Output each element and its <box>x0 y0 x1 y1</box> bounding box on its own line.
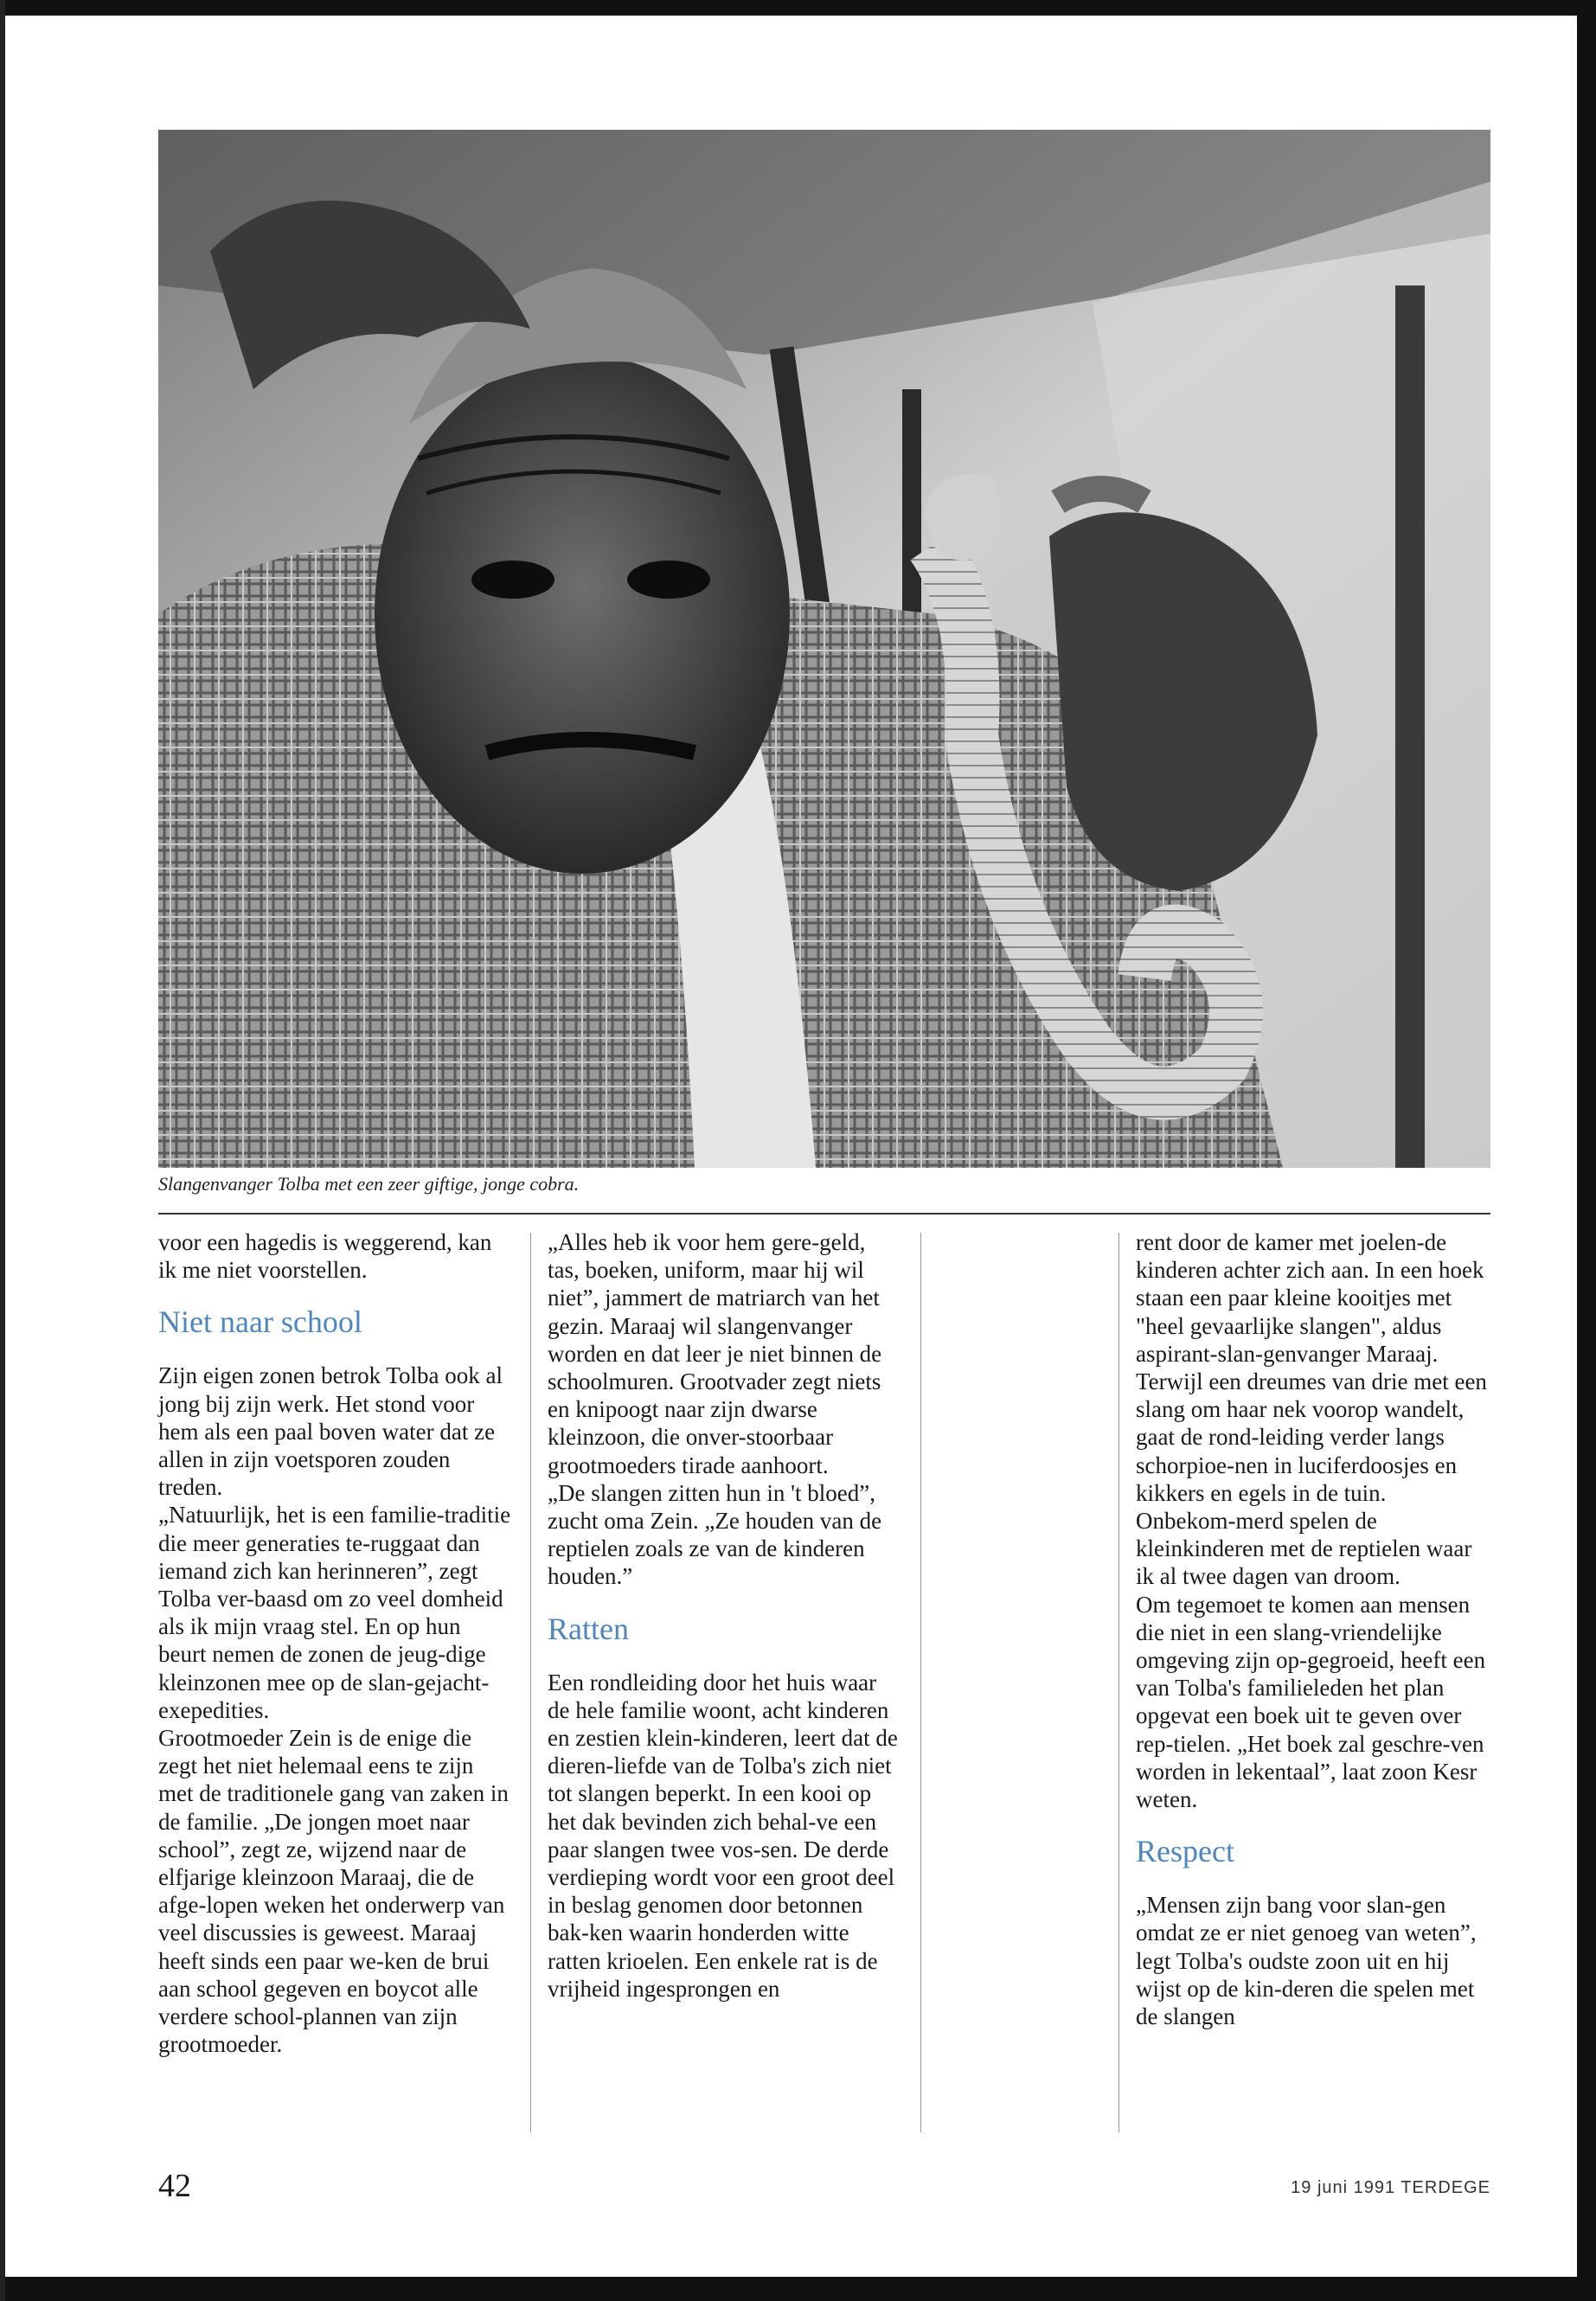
column-divider <box>530 1233 531 2132</box>
paragraph: Zijn eigen zonen betrok Tolba ook al jong bij zijn werk. Het stond voor hem als een paal boven water dat ze allen in zijn voetsporen zouden treden. <box>158 1362 503 1501</box>
page-frame-left <box>0 0 5 2301</box>
section-heading: Respect <box>1136 1834 1234 1869</box>
paragraph: „Natuurlijk, het is een familie-traditie die meer generaties te-ruggaat dan iemand zich kan herinneren”, zegt Tolba ver-baasd om zo veel domheid als ik mijn vraag stel. En op hun beurt nemen de zonen de jeug-dige kleinzonen mee op de slan-gejacht-exepedities. <box>158 1502 511 1723</box>
column-divider <box>920 1233 921 2132</box>
page-frame-right <box>1577 0 1596 2301</box>
photo-caption: Slangenvanger Tolba met een zeer giftige, jonge cobra. <box>158 1173 580 1195</box>
paragraph: „Mensen zijn bang voor slan-gen omdat ze er niet genoeg van weten”, legt Tolba's oudste zoon uit en hij wijst op de kin-deren die spelen met de slangen <box>1136 1892 1477 2030</box>
section-heading: Niet naar school <box>158 1304 362 1340</box>
column-divider <box>1118 1233 1119 2132</box>
article-photo <box>158 130 1490 1168</box>
paragraph: Terwijl een dreumes van drie met een slang om haar nek voorop wandelt, gaat de rond-leiding verder langs schorpioe-nen in luciferdoosjes en kikkers en egels in de tuin. Onbekom-merd spelen de kleinkinderen met de reptielen waar ik al twee dagen van droom. <box>1136 1368 1487 1590</box>
section-heading: Ratten <box>548 1611 629 1646</box>
article-column-3 <box>1136 1228 1490 2030</box>
paragraph: voor een hagedis is weggerend, kan ik me niet voorstellen. <box>158 1229 492 1284</box>
publication-footer: 19 juni 1991 TERDEGE <box>1291 2178 1490 2197</box>
paragraph: „De slangen zitten hun in 't bloed”, zucht oma Zein. „Ze houden van de reptielen zoals ze van de kinderen houden.” <box>548 1479 882 1590</box>
page-number: 42 <box>158 2168 191 2204</box>
page-frame-top <box>0 0 1596 16</box>
paragraph: Om tegemoet te komen aan mensen die niet in een slang-vriendelijke omgeving zijn op-gegroeid, heeft een van Tolba's familieleden het plan opgevat een boek uit te geven over rep-tielen. „Het boek zal geschre-ven worden in lekentaal”, laat zoon Kesr weten. <box>1136 1591 1486 1813</box>
article-column-1 <box>158 1228 513 2058</box>
paragraph: Een rondleiding door het huis waar de hele familie woont, acht kinderen en zestien klein-kinderen, leert dat de dieren-liefde van de Tolba's zich niet tot slangen beperkt. In een kooi op het dak bevinden zich behal-ve een paar slangen twee vos-sen. De derde verdieping wordt voor een groot deel in beslag genomen door betonnen bak-ken waarin honderden witte ratten krioelen. Een enkele rat is de vrijheid ingesprongen en <box>548 1669 898 2002</box>
paragraph: rent door de kamer met joelen-de kinderen achter zich aan. In een hoek staan een paar kleine kooitjes met "heel gevaarlijke slangen", aldus aspirant-slan-genvanger Maraaj. <box>1136 1229 1484 1367</box>
article-column-2 <box>548 1228 902 2003</box>
page-frame-bottom <box>0 2277 1596 2301</box>
caption-rule <box>158 1213 1490 1215</box>
paragraph: Grootmoeder Zein is de enige die zegt het niet helemaal eens te zijn met de traditionele gang van zaken in de familie. „De jongen moet naar school”, zegt ze, wijzend naar de elfjarige kleinzoon Maraaj, die de afge-lopen weken het onderwerp van veel discussies is geweest. Maraaj heeft sinds een paar we-ken de brui aan school gegeven en boycot alle verdere school-plannen van zijn grootmoeder. <box>158 1725 509 2058</box>
paragraph: „Alles heb ik voor hem gere-geld, tas, boeken, uniform, maar hij wil niet”, jammert de matriarch van het gezin. Maraaj wil slangenvanger worden en dat leer je niet binnen de schoolmuren. Grootvader zegt niets en knipoogt naar zijn dwarse kleinzoon, die onver-stoorbaar grootmoeders tirade aanhoort. <box>548 1229 882 1478</box>
snake-catcher-photo-illustration <box>158 130 1490 1168</box>
